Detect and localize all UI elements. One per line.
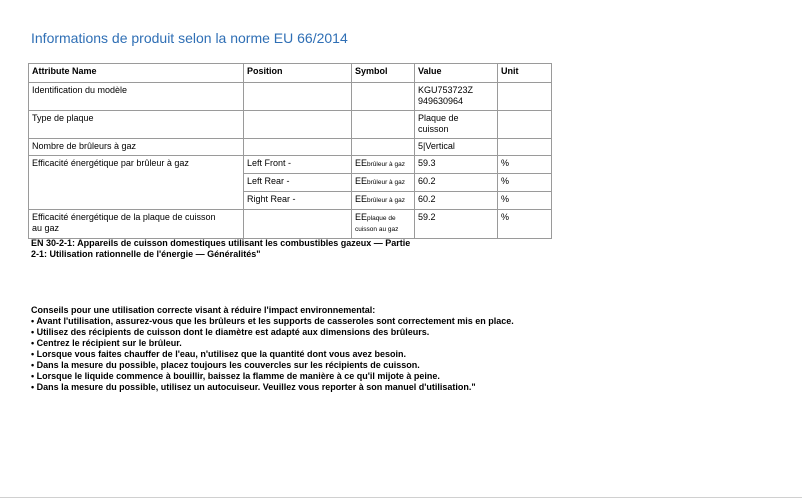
header-value: Value xyxy=(415,64,498,83)
header-attribute-name: Attribute Name xyxy=(29,64,244,83)
plate-type-value xyxy=(415,111,498,139)
burners-unit xyxy=(498,139,552,156)
symbol-main: EE xyxy=(355,194,368,204)
burner-position: Left Front - xyxy=(244,156,352,174)
symbol-main: EE xyxy=(355,176,368,186)
burner-value: 60.2 xyxy=(415,174,498,192)
plate-efficiency-symbol xyxy=(352,210,415,239)
plate-efficiency-attribute-line2: au gaz xyxy=(32,223,60,233)
burners-position xyxy=(244,139,352,156)
list-item: • Lorsque vous faites chauffer de l'eau, n'utilisez que la quantité dont vous avez besoin. xyxy=(31,349,551,360)
list-item: • Dans la mesure du possible, utilisez un autocuiseur. Veuillez vous reporter à son manuel d'utilisation." xyxy=(31,382,551,393)
model-symbol xyxy=(352,83,415,111)
model-unit xyxy=(498,83,552,111)
plate-efficiency-attribute xyxy=(29,210,244,239)
plate-type-symbol xyxy=(352,111,415,139)
burner-efficiency-attribute: Efficacité énergétique par brûleur à gaz xyxy=(29,156,244,210)
header-symbol: Symbol xyxy=(352,64,415,83)
model-value xyxy=(415,83,498,111)
list-item: • Lorsque le liquide commence à bouillir, baissez la flamme de manière à ce qu'il mijote à peine. xyxy=(31,371,551,382)
burner-symbol xyxy=(352,174,415,192)
model-position xyxy=(244,83,352,111)
burner-value: 59.3 xyxy=(415,156,498,174)
list-item: • Dans la mesure du possible, placez toujours les couvercles sur les récipients de cuisson. xyxy=(31,360,551,371)
plate-type-value-line1: Plaque de xyxy=(418,113,459,123)
burners-value: 5|Vertical xyxy=(415,139,498,156)
advice-list xyxy=(31,316,551,393)
standard-line1: EN 30-2-1: Appareils de cuisson domestiques utilisant les combustibles gazeux — Partie xyxy=(31,238,411,248)
usage-advice xyxy=(31,305,551,393)
plate-type-unit xyxy=(498,111,552,139)
header-position: Position xyxy=(244,64,352,83)
standard-line2: 2-1: Utilisation rationnelle de l'énergie — Généralités" xyxy=(31,249,261,259)
table-header-row xyxy=(29,64,552,83)
plate-efficiency-unit: % xyxy=(498,210,552,239)
burner-symbol xyxy=(352,156,415,174)
table-row xyxy=(29,111,552,139)
plate-type-position xyxy=(244,111,352,139)
plate-type-value-line2: cuisson xyxy=(418,124,449,134)
table-row xyxy=(29,139,552,156)
symbol-subscript-line2: cuisson au gaz xyxy=(355,226,399,233)
plate-type-attribute: Type de plaque xyxy=(29,111,244,139)
burner-position: Left Rear - xyxy=(244,174,352,192)
model-value-line1: KGU753723Z xyxy=(418,85,474,95)
model-attribute: Identification du modèle xyxy=(29,83,244,111)
table-row xyxy=(29,83,552,111)
standard-reference xyxy=(31,238,551,260)
burner-symbol xyxy=(352,192,415,210)
table-row xyxy=(29,210,552,239)
list-item: • Avant l'utilisation, assurez-vous que les brûleurs et les supports de casseroles sont correctement mis en place. xyxy=(31,316,551,327)
symbol-subscript: brûleur à gaz xyxy=(367,179,405,186)
page-title: Informations de produit selon la norme EU 66/2014 xyxy=(31,30,348,46)
burners-symbol xyxy=(352,139,415,156)
symbol-subscript-line1: plaque de xyxy=(367,215,396,222)
plate-efficiency-value: 59.2 xyxy=(415,210,498,239)
symbol-main: EE xyxy=(355,212,368,222)
page-bottom-divider xyxy=(0,497,802,498)
burner-unit: % xyxy=(498,174,552,192)
burner-position: Right Rear - xyxy=(244,192,352,210)
burner-value: 60.2 xyxy=(415,192,498,210)
table-row xyxy=(29,156,552,174)
plate-efficiency-attribute-line1: Efficacité énergétique de la plaque de cuisson xyxy=(32,212,216,222)
burner-unit: % xyxy=(498,156,552,174)
plate-efficiency-position xyxy=(244,210,352,239)
list-item: • Centrez le récipient sur le brûleur. xyxy=(31,338,551,349)
symbol-main: EE xyxy=(355,158,368,168)
burner-unit: % xyxy=(498,192,552,210)
burners-attribute: Nombre de brûleurs à gaz xyxy=(29,139,244,156)
product-info-table xyxy=(28,63,552,239)
list-item: • Utilisez des récipients de cuisson dont le diamètre est adapté aux dimensions des brûleurs. xyxy=(31,327,551,338)
symbol-subscript: brûleur à gaz xyxy=(367,161,405,168)
header-unit: Unit xyxy=(498,64,552,83)
model-value-line2: 949630964 xyxy=(418,96,464,106)
symbol-subscript: brûleur à gaz xyxy=(367,197,405,204)
advice-heading: Conseils pour une utilisation correcte visant à réduire l'impact environnemental: xyxy=(31,305,376,315)
